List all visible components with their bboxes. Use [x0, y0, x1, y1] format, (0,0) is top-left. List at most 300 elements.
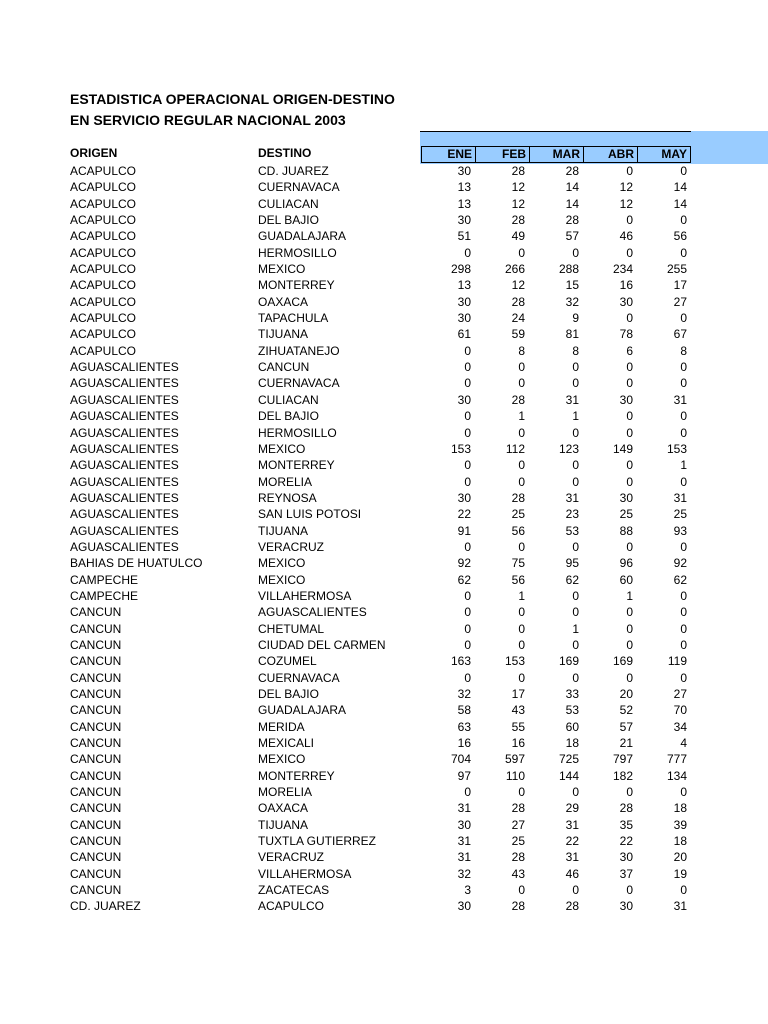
value-cell-ene: 0	[464, 360, 471, 375]
value-cell-ene: 30	[457, 294, 471, 309]
value-cell-feb: 1	[518, 409, 525, 424]
origen-cell: AGUASCALIENTES	[70, 425, 179, 440]
destino-cell: GUADALAJARA	[258, 229, 347, 244]
destino-cell: MONTERREY	[258, 768, 335, 783]
value-cell-may: 0	[680, 605, 687, 620]
table-row	[0, 686, 768, 702]
value-cell-abr: 0	[626, 670, 633, 685]
table-row	[0, 408, 768, 424]
value-cell-feb: 12	[511, 196, 525, 211]
value-cell-may: 134	[666, 768, 687, 783]
origen-cell: CANCUN	[70, 670, 122, 685]
value-cell-abr: 0	[626, 213, 633, 228]
value-cell-abr: 96	[619, 556, 633, 571]
value-cell-may: 25	[673, 507, 687, 522]
value-cell-abr: 0	[626, 360, 633, 375]
table-row	[0, 212, 768, 228]
value-cell-may: 27	[673, 687, 687, 701]
value-cell-mar: 31	[565, 392, 579, 407]
destino-cell: DEL BAJIO	[258, 409, 319, 424]
destino-cell: OAXACA	[258, 294, 309, 309]
value-cell-ene: 30	[457, 213, 471, 228]
value-cell-feb: 0	[518, 637, 525, 652]
value-cell-abr: 0	[626, 785, 633, 800]
value-cell-abr: 25	[619, 507, 633, 522]
value-cell-abr: 797	[612, 752, 633, 767]
value-cell-mar: 725	[558, 752, 579, 767]
destino-cell: DEL BAJIO	[258, 687, 319, 701]
value-cell-mar: 60	[565, 719, 579, 734]
value-cell-ene: 92	[457, 556, 471, 571]
value-cell-may: 14	[673, 196, 687, 211]
origen-cell: AGUASCALIENTES	[70, 539, 179, 554]
value-cell-feb: 28	[511, 294, 525, 309]
table-row	[0, 898, 768, 914]
value-cell-abr: 88	[619, 523, 633, 538]
value-cell-ene: 163	[450, 654, 471, 669]
origen-cell: ACAPULCO	[70, 343, 137, 358]
table-row	[0, 310, 768, 326]
value-cell-may: 17	[673, 278, 687, 293]
value-cell-mar: 0	[572, 474, 579, 489]
value-cell-may: 0	[680, 376, 687, 391]
destino-cell: ACAPULCO	[258, 899, 325, 914]
value-cell-ene: 0	[464, 343, 471, 358]
value-cell-mar: 1	[572, 409, 579, 424]
value-cell-abr: 0	[626, 605, 633, 620]
value-cell-feb: 28	[511, 850, 525, 865]
value-cell-abr: 37	[619, 866, 633, 881]
destino-cell: CIUDAD DEL CARMEN	[258, 637, 386, 652]
value-cell-may: 255	[666, 262, 687, 277]
table-row	[0, 588, 768, 604]
table-row	[0, 163, 768, 179]
value-cell-abr: 0	[626, 474, 633, 489]
value-cell-ene: 63	[457, 719, 471, 734]
value-cell-mar: 0	[572, 425, 579, 440]
value-cell-ene: 0	[464, 785, 471, 800]
value-cell-abr: 0	[626, 376, 633, 391]
origen-cell: CANCUN	[70, 719, 122, 734]
value-cell-ene: 0	[464, 376, 471, 391]
origen-cell: CANCUN	[70, 850, 122, 865]
value-cell-ene: 91	[457, 523, 471, 538]
value-cell-abr: 234	[612, 262, 633, 277]
column-header-origen: ORIGEN	[70, 146, 118, 160]
value-cell-mar: 32	[565, 294, 579, 309]
table-row	[0, 359, 768, 375]
destino-cell: COZUMEL	[258, 654, 317, 669]
value-cell-may: 34	[673, 719, 687, 734]
title-line-2: EN SERVICIO REGULAR NACIONAL 2003	[70, 112, 346, 128]
value-cell-may: 0	[680, 883, 687, 898]
value-cell-ene: 153	[450, 441, 471, 456]
value-cell-abr: 12	[619, 196, 633, 211]
value-cell-may: 18	[673, 801, 687, 816]
value-cell-may: 92	[673, 556, 687, 571]
table-row	[0, 228, 768, 244]
header-band-top-border	[420, 131, 691, 132]
value-cell-ene: 0	[464, 539, 471, 554]
value-cell-feb: 266	[504, 262, 525, 277]
value-cell-may: 19	[673, 866, 687, 881]
value-cell-may: 0	[680, 621, 687, 636]
origen-cell: ACAPULCO	[70, 245, 137, 260]
value-cell-ene: 97	[457, 768, 471, 783]
origen-cell: BAHIAS DE HUATULCO	[70, 556, 203, 571]
value-cell-ene: 32	[457, 866, 471, 881]
value-cell-may: 119	[667, 654, 687, 669]
value-cell-mar: 0	[572, 785, 579, 800]
value-cell-abr: 0	[626, 458, 633, 473]
value-cell-feb: 0	[518, 670, 525, 685]
destino-cell: AGUASCALIENTES	[258, 605, 367, 620]
table-row	[0, 800, 768, 816]
destino-cell: CUERNAVACA	[258, 670, 340, 685]
destino-cell: MORELIA	[258, 785, 313, 800]
value-cell-abr: 0	[626, 164, 633, 178]
value-cell-mar: 31	[565, 490, 579, 505]
value-cell-mar: 0	[572, 670, 579, 685]
value-cell-may: 1	[680, 458, 687, 473]
value-cell-ene: 0	[464, 425, 471, 440]
value-cell-feb: 75	[511, 556, 525, 571]
value-cell-ene: 16	[457, 736, 471, 751]
value-cell-feb: 49	[511, 229, 525, 244]
destino-cell: REYNOSA	[258, 490, 317, 505]
destino-cell: MONTERREY	[258, 278, 335, 293]
value-cell-mar: 62	[565, 572, 579, 587]
value-cell-feb: 1	[518, 588, 525, 603]
value-cell-ene: 31	[457, 850, 471, 865]
value-cell-may: 93	[673, 523, 687, 538]
destino-cell: TIJUANA	[258, 523, 309, 538]
origen-cell: CANCUN	[70, 768, 122, 783]
value-cell-abr: 57	[619, 719, 633, 734]
value-cell-feb: 8	[518, 343, 525, 358]
table-row	[0, 621, 768, 637]
value-cell-ene: 13	[457, 278, 471, 293]
value-cell-feb: 153	[504, 654, 525, 669]
value-cell-ene: 51	[457, 229, 471, 244]
table-row	[0, 735, 768, 751]
origen-cell: CAMPECHE	[70, 588, 139, 603]
value-cell-may: 70	[673, 703, 687, 718]
origen-cell: ACAPULCO	[70, 327, 137, 342]
destino-cell: TAPACHULA	[258, 311, 329, 326]
value-cell-ene: 0	[464, 621, 471, 636]
value-cell-feb: 0	[518, 539, 525, 554]
value-cell-abr: 30	[619, 294, 633, 309]
value-cell-may: 14	[673, 180, 687, 195]
destino-cell: MEXICO	[258, 441, 306, 456]
destino-cell: TIJUANA	[258, 817, 309, 832]
value-cell-may: 27	[673, 294, 687, 309]
value-cell-abr: 21	[619, 736, 633, 751]
value-cell-may: 39	[673, 817, 687, 832]
value-cell-abr: 22	[619, 834, 633, 849]
origen-cell: CANCUN	[70, 834, 122, 849]
origen-cell: ACAPULCO	[70, 229, 137, 244]
destino-cell: ZIHUATANEJO	[258, 343, 340, 358]
value-cell-mar: 53	[565, 523, 579, 538]
destino-cell: MORELIA	[258, 474, 313, 489]
destino-cell: MEXICALI	[258, 736, 315, 751]
table-row	[0, 882, 768, 898]
value-cell-feb: 0	[518, 621, 525, 636]
destino-cell: HERMOSILLO	[258, 425, 337, 440]
value-cell-ene: 31	[457, 834, 471, 849]
destino-cell: VILLAHERMOSA	[258, 866, 352, 881]
origen-cell: AGUASCALIENTES	[70, 441, 179, 456]
origen-cell: ACAPULCO	[70, 180, 137, 195]
table-row	[0, 572, 768, 588]
origen-cell: CANCUN	[70, 654, 122, 669]
table-row	[0, 523, 768, 539]
value-cell-ene: 30	[457, 817, 471, 832]
value-cell-feb: 27	[511, 817, 525, 832]
table-row	[0, 849, 768, 865]
destino-cell: DEL BAJIO	[258, 213, 319, 228]
value-cell-ene: 704	[450, 752, 471, 767]
value-cell-abr: 30	[619, 899, 633, 914]
value-cell-may: 67	[673, 327, 687, 342]
value-cell-ene: 58	[457, 703, 471, 718]
table-row	[0, 604, 768, 620]
value-cell-ene: 0	[464, 605, 471, 620]
value-cell-feb: 28	[511, 392, 525, 407]
table-row	[0, 375, 768, 391]
origen-cell: CANCUN	[70, 703, 122, 718]
destino-cell: MEXICO	[258, 556, 306, 571]
value-cell-mar: 31	[565, 850, 579, 865]
value-cell-ene: 32	[457, 687, 471, 701]
value-cell-feb: 0	[518, 360, 525, 375]
value-cell-feb: 56	[511, 572, 525, 587]
value-cell-mar: 0	[572, 360, 579, 375]
origen-cell: CANCUN	[70, 736, 122, 751]
value-cell-mar: 169	[558, 654, 579, 669]
value-cell-abr: 60	[619, 572, 633, 587]
column-header-abr: ABR	[583, 146, 637, 163]
value-cell-mar: 1	[572, 621, 579, 636]
value-cell-mar: 57	[565, 229, 579, 244]
destino-cell: ZACATECAS	[258, 883, 330, 898]
value-cell-ene: 0	[464, 637, 471, 652]
value-cell-abr: 16	[619, 278, 633, 293]
value-cell-feb: 16	[511, 736, 525, 751]
origen-cell: AGUASCALIENTES	[70, 507, 179, 522]
origen-cell: AGUASCALIENTES	[70, 409, 179, 424]
value-cell-feb: 0	[518, 605, 525, 620]
value-cell-feb: 28	[511, 899, 525, 914]
destino-cell: TIJUANA	[258, 327, 309, 342]
origen-cell: CANCUN	[70, 637, 122, 652]
origen-cell: AGUASCALIENTES	[70, 458, 179, 473]
destino-cell: CULIACAN	[258, 196, 319, 211]
table-row	[0, 343, 768, 359]
table-row	[0, 506, 768, 522]
destino-cell: MEXICO	[258, 262, 306, 277]
value-cell-feb: 0	[518, 425, 525, 440]
value-cell-may: 0	[680, 539, 687, 554]
value-cell-mar: 123	[558, 441, 579, 456]
value-cell-ene: 22	[457, 507, 471, 522]
value-cell-ene: 30	[457, 311, 471, 326]
destino-cell: GUADALAJARA	[258, 703, 347, 718]
table-row	[0, 474, 768, 490]
value-cell-abr: 20	[619, 687, 633, 701]
origen-cell: AGUASCALIENTES	[70, 523, 179, 538]
value-cell-abr: 0	[626, 311, 633, 326]
origen-cell: CANCUN	[70, 866, 122, 881]
origen-cell: ACAPULCO	[70, 294, 137, 309]
destino-cell: VERACRUZ	[258, 539, 325, 554]
value-cell-feb: 17	[511, 687, 525, 701]
value-cell-may: 0	[680, 588, 687, 603]
value-cell-abr: 30	[619, 490, 633, 505]
table-row	[0, 441, 768, 457]
value-cell-ene: 0	[464, 474, 471, 489]
value-cell-mar: 0	[572, 637, 579, 652]
table-row	[0, 653, 768, 669]
value-cell-abr: 0	[626, 409, 633, 424]
value-cell-feb: 59	[511, 327, 525, 342]
destino-cell: MEXICO	[258, 752, 306, 767]
destino-cell: MONTERREY	[258, 458, 335, 473]
value-cell-feb: 597	[504, 752, 525, 767]
value-cell-may: 31	[673, 899, 687, 914]
origen-cell: ACAPULCO	[70, 164, 137, 178]
column-header-mar: MAR	[529, 146, 583, 163]
destino-cell: TUXTLA GUTIERREZ	[258, 834, 377, 849]
data-table-body	[0, 163, 768, 915]
value-cell-mar: 22	[565, 834, 579, 849]
value-cell-ene: 30	[457, 899, 471, 914]
destino-cell: HERMOSILLO	[258, 245, 337, 260]
value-cell-ene: 0	[464, 409, 471, 424]
destino-cell: CHETUMAL	[258, 621, 325, 636]
value-cell-mar: 53	[565, 703, 579, 718]
table-row	[0, 294, 768, 310]
value-cell-abr: 0	[626, 245, 633, 260]
value-cell-may: 4	[680, 736, 687, 751]
table-row	[0, 392, 768, 408]
value-cell-feb: 24	[511, 311, 525, 326]
table-row	[0, 670, 768, 686]
table-row	[0, 425, 768, 441]
origen-cell: CANCUN	[70, 883, 122, 898]
value-cell-may: 31	[673, 392, 687, 407]
value-cell-ene: 62	[457, 572, 471, 587]
origen-cell: CANCUN	[70, 687, 122, 701]
value-cell-abr: 30	[619, 392, 633, 407]
value-cell-abr: 52	[619, 703, 633, 718]
value-cell-abr: 149	[612, 441, 633, 456]
value-cell-feb: 28	[511, 490, 525, 505]
value-cell-abr: 0	[626, 883, 633, 898]
value-cell-feb: 25	[511, 507, 525, 522]
value-cell-mar: 9	[572, 311, 579, 326]
column-header-may: MAY	[637, 146, 691, 163]
value-cell-feb: 0	[518, 474, 525, 489]
value-cell-may: 0	[680, 425, 687, 440]
value-cell-ene: 31	[457, 801, 471, 816]
value-cell-abr: 28	[619, 801, 633, 816]
destino-cell: MERIDA	[258, 719, 305, 734]
value-cell-mar: 95	[565, 556, 579, 571]
destino-cell: CANCUN	[258, 360, 310, 375]
value-cell-mar: 15	[565, 278, 579, 293]
value-cell-abr: 6	[626, 343, 633, 358]
value-cell-ene: 0	[464, 245, 471, 260]
value-cell-feb: 112	[505, 441, 525, 456]
value-cell-may: 0	[680, 409, 687, 424]
table-row	[0, 817, 768, 833]
value-cell-feb: 25	[511, 834, 525, 849]
destino-cell: SAN LUIS POTOSI	[258, 507, 362, 522]
value-cell-may: 62	[673, 572, 687, 587]
value-cell-mar: 0	[572, 245, 579, 260]
table-row	[0, 555, 768, 571]
value-cell-mar: 31	[565, 817, 579, 832]
value-cell-feb: 12	[511, 180, 525, 195]
column-header-destino: DESTINO	[258, 146, 312, 160]
value-cell-feb: 56	[511, 523, 525, 538]
value-cell-abr: 78	[619, 327, 633, 342]
origen-cell: CANCUN	[70, 801, 122, 816]
value-cell-feb: 0	[518, 458, 525, 473]
value-cell-mar: 18	[565, 736, 579, 751]
table-row	[0, 179, 768, 195]
value-cell-abr: 46	[619, 229, 633, 244]
value-cell-may: 0	[680, 245, 687, 260]
origen-cell: CD. JUAREZ	[70, 899, 141, 914]
origen-cell: AGUASCALIENTES	[70, 360, 179, 375]
value-cell-may: 31	[673, 490, 687, 505]
origen-cell: ACAPULCO	[70, 278, 137, 293]
value-cell-abr: 12	[619, 180, 633, 195]
value-cell-ene: 0	[464, 458, 471, 473]
origen-cell: CANCUN	[70, 752, 122, 767]
table-row	[0, 637, 768, 653]
column-header-ene: ENE	[421, 146, 475, 163]
value-cell-ene: 3	[464, 883, 471, 898]
table-row	[0, 866, 768, 882]
value-cell-mar: 144	[558, 768, 579, 783]
value-cell-may: 0	[680, 164, 687, 178]
table-row	[0, 784, 768, 800]
value-cell-mar: 29	[565, 801, 579, 816]
value-cell-mar: 14	[565, 196, 579, 211]
table-row	[0, 457, 768, 473]
value-cell-mar: 14	[565, 180, 579, 195]
table-row	[0, 196, 768, 212]
value-cell-ene: 298	[450, 262, 471, 277]
origen-cell: CANCUN	[70, 785, 122, 800]
value-cell-ene: 0	[464, 670, 471, 685]
value-cell-may: 0	[680, 637, 687, 652]
value-cell-may: 8	[680, 343, 687, 358]
value-cell-ene: 30	[457, 490, 471, 505]
table-row	[0, 719, 768, 735]
value-cell-mar: 33	[565, 687, 579, 701]
value-cell-feb: 110	[505, 768, 525, 783]
destino-cell: CUERNAVACA	[258, 180, 340, 195]
title-line-1: ESTADISTICA OPERACIONAL ORIGEN-DESTINO	[70, 91, 395, 107]
value-cell-mar: 28	[565, 213, 579, 228]
value-cell-ene: 13	[457, 180, 471, 195]
